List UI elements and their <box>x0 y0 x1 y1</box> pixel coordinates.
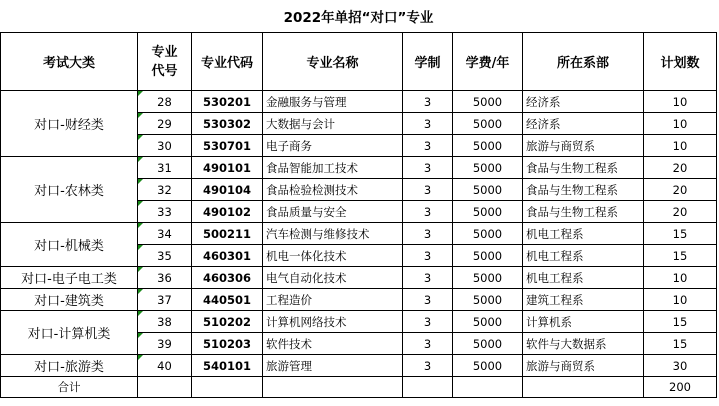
department-cell[interactable]: 旅游与商贸系 <box>523 135 644 157</box>
fee-cell[interactable]: 5000 <box>453 311 523 333</box>
major-no-cell[interactable] <box>138 289 192 311</box>
major-code-cell[interactable]: 510202 <box>192 311 263 333</box>
years-cell[interactable]: 3 <box>403 135 453 157</box>
empty-cell[interactable] <box>453 377 523 398</box>
header-fee[interactable]: 学费/年 <box>453 33 523 91</box>
major-no-text: 40 <box>157 358 172 373</box>
department-cell[interactable]: 食品与生物工程系 <box>523 157 644 179</box>
category-cell[interactable]: 对口-财经类 <box>1 91 138 157</box>
years-cell[interactable]: 3 <box>403 311 453 333</box>
years-cell[interactable]: 3 <box>403 245 453 267</box>
category-cell[interactable]: 对口-农林类 <box>1 157 138 223</box>
department-cell[interactable]: 软件与大数据系 <box>523 333 644 355</box>
total-plan[interactable]: 200 <box>644 377 717 398</box>
years-cell[interactable]: 3 <box>403 223 453 245</box>
plan-cell[interactable]: 20 <box>644 157 717 179</box>
header-major-name[interactable]: 专业名称 <box>263 33 403 91</box>
plan-cell[interactable]: 20 <box>644 179 717 201</box>
header-department[interactable]: 所在系部 <box>523 33 644 91</box>
category-cell[interactable]: 对口-计算机类 <box>1 311 138 355</box>
table-row <box>1 91 717 113</box>
major-no-cell[interactable] <box>138 223 192 245</box>
department-cell[interactable]: 食品与生物工程系 <box>523 201 644 223</box>
major-no-text: 37 <box>157 292 172 307</box>
major-code-cell[interactable]: 530302 <box>192 113 263 135</box>
fee-cell[interactable]: 5000 <box>453 333 523 355</box>
header-years[interactable]: 学制 <box>403 33 453 91</box>
major-no-text: 33 <box>157 204 172 219</box>
years-cell[interactable]: 3 <box>403 267 453 289</box>
major-code-cell[interactable]: 440501 <box>192 289 263 311</box>
table-title[interactable]: 2022年单招“对口”专业 <box>1 0 717 33</box>
department-cell[interactable]: 旅游与商贸系 <box>523 355 644 377</box>
plan-cell[interactable]: 10 <box>644 91 717 113</box>
major-code-cell[interactable]: 540101 <box>192 355 263 377</box>
major-no-text: 32 <box>157 182 172 197</box>
empty-cell[interactable] <box>192 377 263 398</box>
major-name-cell[interactable]: 食品质量与安全 <box>263 201 403 223</box>
major-code-cell[interactable]: 530701 <box>192 135 263 157</box>
comment-marker-icon <box>138 333 143 338</box>
category-cell[interactable]: 对口-电子电工类 <box>1 267 138 289</box>
empty-cell[interactable] <box>403 377 453 398</box>
comment-marker-icon <box>138 245 143 250</box>
header-major-no-line2: 代号 <box>151 63 178 79</box>
major-code-cell[interactable]: 490101 <box>192 157 263 179</box>
major-code-cell[interactable]: 460306 <box>192 267 263 289</box>
comment-marker-icon <box>138 135 143 140</box>
major-code-cell[interactable]: 530201 <box>192 91 263 113</box>
table-row <box>1 355 717 377</box>
years-cell[interactable]: 3 <box>403 157 453 179</box>
plan-cell[interactable]: 15 <box>644 245 717 267</box>
department-cell[interactable]: 经济系 <box>523 113 644 135</box>
major-code-cell[interactable]: 500211 <box>192 223 263 245</box>
category-cell[interactable]: 对口-机械类 <box>1 223 138 267</box>
major-no-text: 30 <box>157 138 172 153</box>
years-cell[interactable]: 3 <box>403 333 453 355</box>
plan-cell[interactable]: 10 <box>644 289 717 311</box>
header-major-code[interactable]: 专业代码 <box>192 33 263 91</box>
department-cell[interactable]: 机电工程系 <box>523 267 644 289</box>
total-row <box>1 377 717 398</box>
comment-marker-icon <box>138 289 143 294</box>
plan-cell[interactable]: 10 <box>644 113 717 135</box>
fee-cell[interactable]: 5000 <box>453 113 523 135</box>
department-cell[interactable]: 计算机系 <box>523 311 644 333</box>
header-plan[interactable]: 计划数 <box>644 33 717 91</box>
comment-marker-icon <box>138 223 143 228</box>
major-no-text: 39 <box>157 336 172 351</box>
major-no-cell[interactable] <box>138 91 192 113</box>
major-no-cell[interactable] <box>138 333 192 355</box>
major-name-cell[interactable]: 汽车检测与维修技术 <box>263 223 403 245</box>
years-cell[interactable]: 3 <box>403 113 453 135</box>
major-name-cell[interactable]: 食品智能加工技术 <box>263 157 403 179</box>
major-code-cell[interactable]: 510203 <box>192 333 263 355</box>
major-name-cell[interactable]: 食品检验检测技术 <box>263 179 403 201</box>
plan-cell[interactable]: 30 <box>644 355 717 377</box>
category-cell[interactable]: 对口-旅游类 <box>1 355 138 377</box>
years-cell[interactable]: 3 <box>403 91 453 113</box>
department-cell[interactable]: 机电工程系 <box>523 223 644 245</box>
major-no-cell[interactable] <box>138 267 192 289</box>
fee-cell[interactable]: 5000 <box>453 179 523 201</box>
years-cell[interactable]: 3 <box>403 355 453 377</box>
comment-marker-icon <box>138 311 143 316</box>
major-no-text: 38 <box>157 314 172 329</box>
major-no-cell[interactable] <box>138 201 192 223</box>
major-name-cell[interactable]: 旅游管理 <box>263 355 403 377</box>
empty-cell[interactable] <box>138 377 192 398</box>
table-row <box>1 157 717 179</box>
major-no-cell[interactable] <box>138 245 192 267</box>
major-no-text: 34 <box>157 226 172 241</box>
header-category[interactable]: 考试大类 <box>1 33 138 91</box>
plan-cell[interactable]: 15 <box>644 333 717 355</box>
major-name-cell[interactable]: 机电一体化技术 <box>263 245 403 267</box>
table-row <box>1 311 717 333</box>
major-no-text: 35 <box>157 248 172 263</box>
years-cell[interactable]: 3 <box>403 289 453 311</box>
comment-marker-icon <box>138 267 143 272</box>
fee-cell[interactable]: 5000 <box>453 201 523 223</box>
major-name-cell[interactable]: 电子商务 <box>263 135 403 157</box>
major-no-text: 36 <box>157 270 172 285</box>
plan-cell[interactable]: 15 <box>644 223 717 245</box>
table-row <box>1 223 717 245</box>
fee-cell[interactable]: 5000 <box>453 355 523 377</box>
major-name-cell[interactable]: 电气自动化技术 <box>263 267 403 289</box>
major-code-cell[interactable]: 490104 <box>192 179 263 201</box>
plan-cell[interactable]: 10 <box>644 135 717 157</box>
department-cell[interactable]: 食品与生物工程系 <box>523 179 644 201</box>
header-major-no-line1: 专业 <box>151 44 178 60</box>
comment-marker-icon <box>138 355 143 360</box>
department-cell[interactable]: 机电工程系 <box>523 245 644 267</box>
major-no-text: 28 <box>157 94 172 109</box>
total-label[interactable]: 合计 <box>1 377 138 398</box>
major-no-text: 29 <box>157 116 172 131</box>
years-cell[interactable]: 3 <box>403 179 453 201</box>
fee-cell[interactable]: 5000 <box>453 289 523 311</box>
header-major-no[interactable] <box>138 33 192 91</box>
major-code-cell[interactable]: 460301 <box>192 245 263 267</box>
comment-marker-icon <box>138 179 143 184</box>
category-cell[interactable]: 对口-建筑类 <box>1 289 138 311</box>
major-no-text: 31 <box>157 160 172 175</box>
comment-marker-icon <box>138 91 143 96</box>
major-name-cell[interactable]: 大数据与会计 <box>263 113 403 135</box>
fee-cell[interactable]: 5000 <box>453 223 523 245</box>
years-cell[interactable]: 3 <box>403 201 453 223</box>
major-code-cell[interactable]: 490102 <box>192 201 263 223</box>
major-no-cell[interactable] <box>138 157 192 179</box>
plan-cell[interactable]: 20 <box>644 201 717 223</box>
major-no-cell[interactable] <box>138 355 192 377</box>
department-cell[interactable]: 经济系 <box>523 91 644 113</box>
major-name-cell[interactable]: 金融服务与管理 <box>263 91 403 113</box>
fee-cell[interactable]: 5000 <box>453 157 523 179</box>
plan-cell[interactable]: 15 <box>644 311 717 333</box>
major-name-cell[interactable]: 计算机网络技术 <box>263 311 403 333</box>
fee-cell[interactable]: 5000 <box>453 267 523 289</box>
comment-marker-icon <box>138 113 143 118</box>
major-no-cell[interactable] <box>138 311 192 333</box>
fee-cell[interactable]: 5000 <box>453 91 523 113</box>
major-no-cell[interactable] <box>138 135 192 157</box>
major-no-cell[interactable] <box>138 179 192 201</box>
major-no-cell[interactable] <box>138 113 192 135</box>
comment-marker-icon <box>138 201 143 206</box>
department-cell[interactable]: 建筑工程系 <box>523 289 644 311</box>
empty-cell[interactable] <box>523 377 644 398</box>
fee-cell[interactable]: 5000 <box>453 135 523 157</box>
table-row <box>1 267 717 289</box>
comment-marker-icon <box>138 157 143 162</box>
table-row <box>1 289 717 311</box>
major-name-cell[interactable]: 软件技术 <box>263 333 403 355</box>
major-name-cell[interactable]: 工程造价 <box>263 289 403 311</box>
fee-cell[interactable]: 5000 <box>453 245 523 267</box>
plan-cell[interactable]: 10 <box>644 267 717 289</box>
empty-cell[interactable] <box>263 377 403 398</box>
